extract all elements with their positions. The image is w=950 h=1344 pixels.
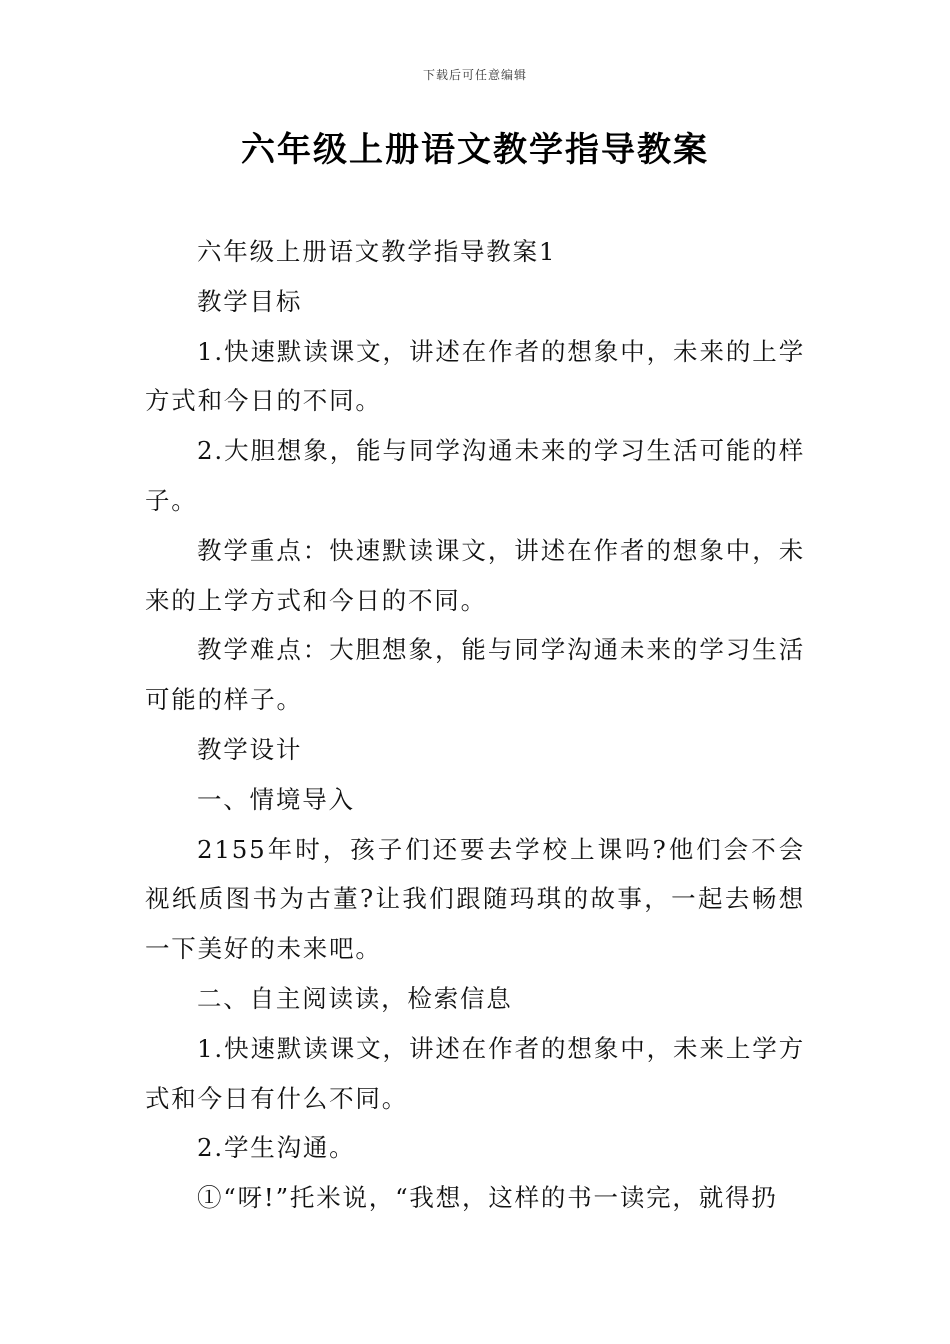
paragraph-step-2-heading: 二、自主阅读读，检索信息 [197, 983, 513, 1013]
document-body [145, 227, 805, 1223]
paragraph-step-2-item-2: 2.学生沟通。 [197, 1133, 356, 1163]
paragraph-objectives-heading: 教学目标 [197, 286, 303, 316]
document-title: 六年级上册语文教学指导教案 [241, 130, 709, 170]
paragraph-objective-2: 2.大胆想象，能与同学沟通未来的学习生活可能的样子。 [145, 436, 805, 515]
paragraph-difficulty: 教学难点：大胆想象，能与同学沟通未来的学习生活可能的样子。 [145, 635, 805, 715]
paragraph-intro-text: 2155年时，孩子们还要去学校上课吗?他们会不会视纸质图书为古董?让我们跟随玛琪的故事，一起去畅想一下美好的未来吧。 [145, 834, 805, 964]
paragraph-section-title: 六年级上册语文教学指导教案1 [197, 237, 557, 266]
paragraph-step-1-heading: 一、情境导入 [197, 784, 355, 814]
paragraph-key-point: 教学重点：快速默读课文，讲述在作者的想象中，未来的上学方式和今日的不同。 [145, 535, 805, 615]
paragraph-objective-1: 1.快速默读课文，讲述在作者的想象中，未来的上学方式和今日的不同。 [145, 336, 805, 416]
paragraph-quote: ①“呀!”托米说，“我想，这样的书一读完，就得扔 [197, 1183, 778, 1213]
header-note: 下载后可任意编辑 [422, 68, 527, 82]
paragraph-design-heading: 教学设计 [197, 734, 303, 764]
paragraph-step-2-item-1: 1.快速默读课文，讲述在作者的想象中，未来上学方式和今日有什么不同。 [145, 1033, 805, 1113]
